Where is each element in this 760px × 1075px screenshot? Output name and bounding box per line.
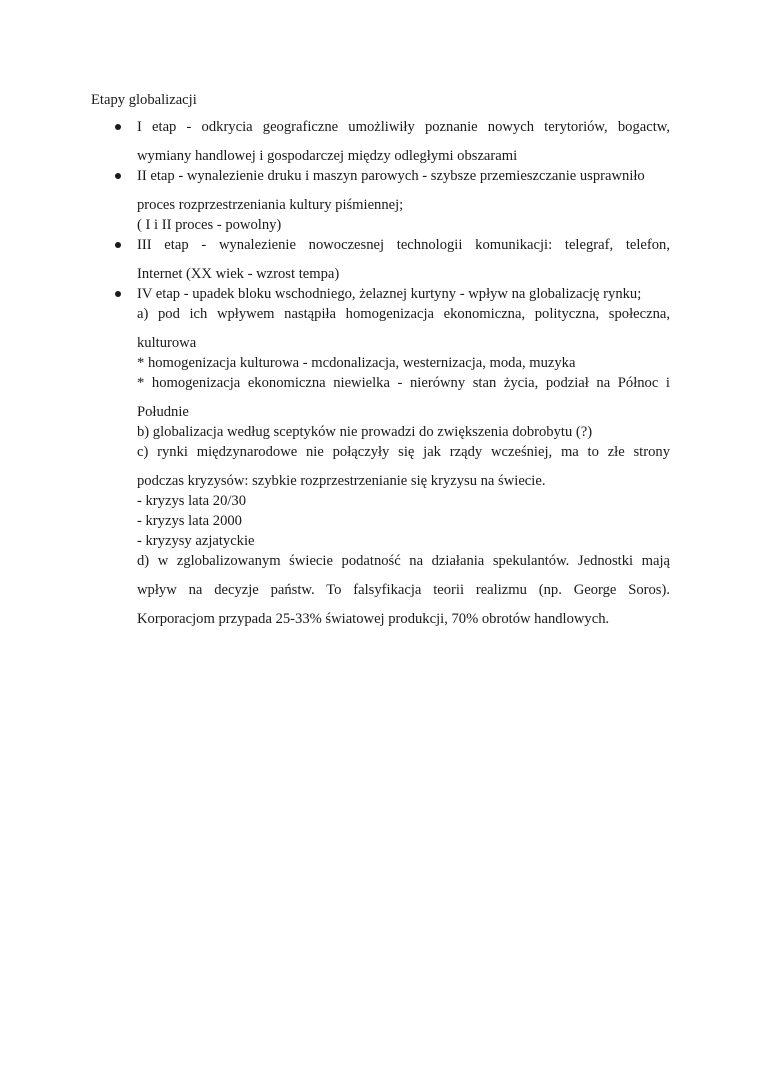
paragraph-line: Południe [137,404,189,420]
paragraph-line: * homogenizacja kulturowa - mcdonalizacja, westernizacja, moda, muzyka [137,355,576,371]
document-title: Etapy globalizacji [91,92,197,108]
paragraph-line: b) globalizacja według sceptyków nie prowadzi do zwiększenia dobrobytu (?) [137,424,593,440]
paragraph-line: IV etap - upadek bloku wschodniego, żelaznej kurtyny - wpływ na globalizację rynku; [137,286,642,302]
bullet-icon [115,173,121,179]
bullet-list [137,117,670,629]
list-item-etap-4 [137,284,670,629]
paragraph-line: Korporacjom przypada 25-33% światowej produkcji, 70% obrotów handlowych. [137,611,610,627]
paragraph-line: I etap - odkrycia geograficzne umożliwiły poznanie nowych terytoriów, bogactw, [137,119,670,135]
list-item-etap-2 [137,166,670,235]
paragraph-line: a) pod ich wpływem nastąpiła homogenizacja ekonomiczna, polityczna, społeczna, [137,306,670,322]
paragraph-line: III etap - wynalezienie nowoczesnej technologii komunikacji: telegraf, telefon, [137,237,670,253]
paragraph-line: wpływ na decyzje państw. To falsyfikacja teorii realizmu (np. George Soros). [137,582,670,598]
paragraph-line: - kryzysy azjatyckie [137,533,255,549]
paragraph-line: wymiany handlowej i gospodarczej między odległymi obszarami [137,148,518,164]
paragraph-line: Internet (XX wiek - wzrost tempa) [137,266,340,282]
paragraph-line: d) w zglobalizowanym świecie podatność na działania spekulantów. Jednostki mają [137,553,670,569]
bullet-icon [115,242,121,248]
paragraph-line: II etap - wynalezienie druku i maszyn parowych - szybsze przemieszczanie usprawniło [137,168,645,184]
paragraph-line: podczas kryzysów: szybkie rozprzestrzenianie się kryzysu na świecie. [137,473,546,489]
bullet-icon [115,124,121,130]
paragraph-line: c) rynki międzynarodowe nie połączyły się jak rządy wcześniej, ma to złe strony [137,444,670,460]
bullet-icon [115,291,121,297]
paragraph-line: ( I i II proces - powolny) [137,217,282,233]
paragraph-line: kulturowa [137,335,197,351]
paragraph-line: - kryzys lata 2000 [137,513,242,529]
paragraph-line: * homogenizacja ekonomiczna niewielka - nierówny stan życia, podział na Północ i [137,375,670,391]
list-item-etap-3 [137,235,670,284]
list-item-etap-1 [137,117,670,166]
paragraph-line: proces rozprzestrzeniania kultury piśmiennej; [137,197,404,213]
paragraph-line: - kryzys lata 20/30 [137,493,247,509]
